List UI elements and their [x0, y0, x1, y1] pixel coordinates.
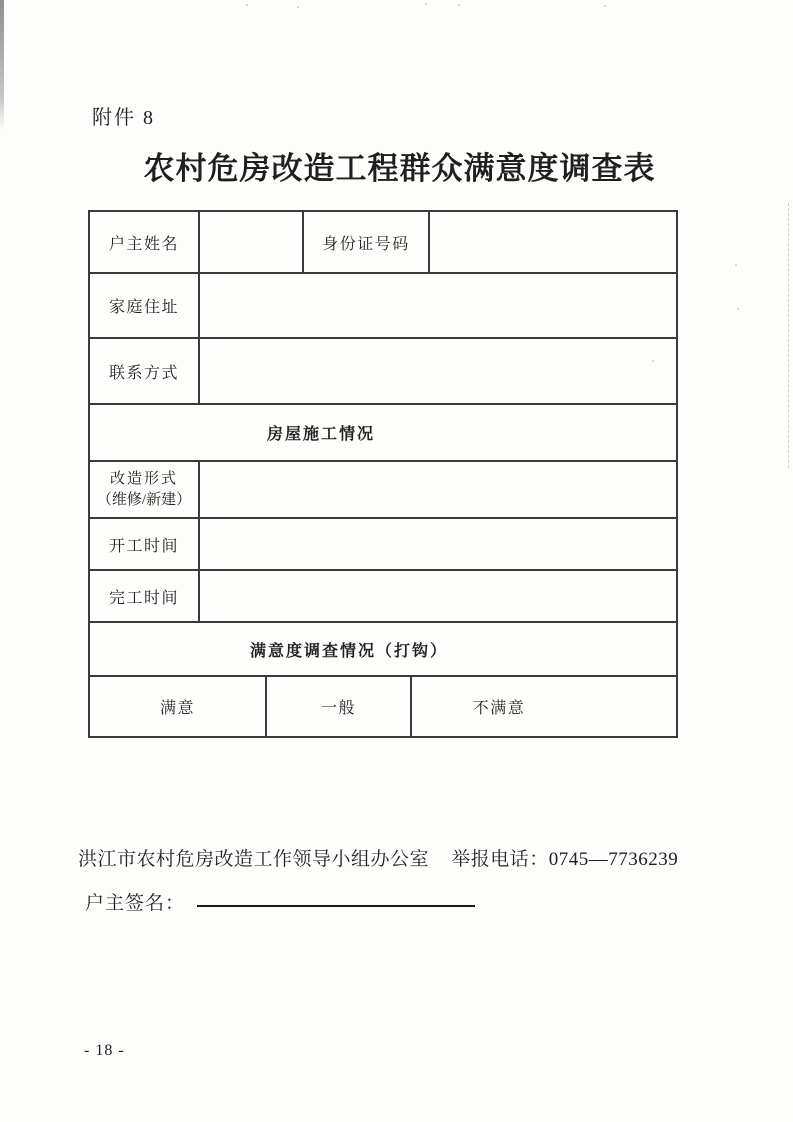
footer-office-line — [78, 844, 678, 871]
table-row-completion-date — [90, 571, 676, 623]
signature-line — [85, 888, 475, 915]
completion-date-label: 完工时间 — [90, 571, 200, 621]
form-title: 农村危房改造工程群众满意度调查表 — [143, 151, 656, 186]
survey-table — [88, 210, 678, 738]
construction-section-header — [90, 405, 676, 460]
table-row-address — [90, 274, 676, 339]
householder-name-field — [200, 212, 304, 272]
satisfaction-section-header — [90, 623, 676, 675]
table-row-start-date — [90, 519, 676, 571]
start-date-field — [200, 519, 676, 569]
home-address-field — [200, 274, 676, 337]
scan-artifact-left-edge — [0, 0, 4, 130]
signature-underline — [197, 904, 475, 907]
scan-artifact-right-edge — [788, 203, 789, 468]
contact-label: 联系方式 — [90, 339, 200, 403]
unsatisfied-option-text: 不满意 — [472, 700, 526, 717]
completion-date-field — [200, 571, 676, 621]
report-phone: 举报电话：0745—7736239 — [451, 849, 679, 870]
table-row-satisfaction-options — [90, 677, 676, 736]
renovation-type-field — [200, 462, 676, 517]
start-date-label: 开工时间 — [90, 519, 200, 569]
table-row-contact — [90, 339, 676, 405]
office-name: 洪江市农村危房改造工作领导小组办公室 — [78, 849, 430, 870]
scan-speck — [737, 308, 739, 310]
table-row-renovation-type — [90, 462, 676, 519]
scan-speck — [458, 4, 460, 6]
satisfaction-header-text: 满意度调查情况（打钩） — [249, 642, 448, 660]
contact-field — [200, 339, 676, 403]
scan-speck — [246, 4, 248, 6]
renovation-type-label — [90, 462, 200, 517]
average-option-cell: 一般 — [267, 677, 412, 736]
scan-speck — [735, 264, 737, 266]
scan-speck — [604, 5, 606, 7]
attachment-label: 附件 8 — [92, 107, 155, 129]
page-number: - 18 - — [84, 1042, 125, 1059]
construction-header-text: 房屋施工情况 — [266, 426, 375, 443]
renovation-type-label-line2: （维修/新建） — [96, 491, 192, 508]
unsatisfied-option-cell — [412, 677, 676, 736]
signature-label: 户主签名： — [85, 893, 186, 914]
satisfied-option-cell: 满意 — [90, 677, 267, 736]
scan-speck — [297, 6, 299, 8]
home-address-label: 家庭住址 — [90, 274, 200, 337]
table-row-satisfaction-header — [90, 623, 676, 677]
id-number-field — [430, 212, 676, 272]
table-row-householder — [90, 212, 676, 274]
table-row-construction-header — [90, 405, 676, 462]
renovation-type-label-line1: 改造形式 — [109, 470, 178, 487]
householder-name-label: 户主姓名 — [90, 212, 200, 272]
id-number-label: 身份证号码 — [304, 212, 430, 272]
scan-speck — [425, 3, 427, 5]
